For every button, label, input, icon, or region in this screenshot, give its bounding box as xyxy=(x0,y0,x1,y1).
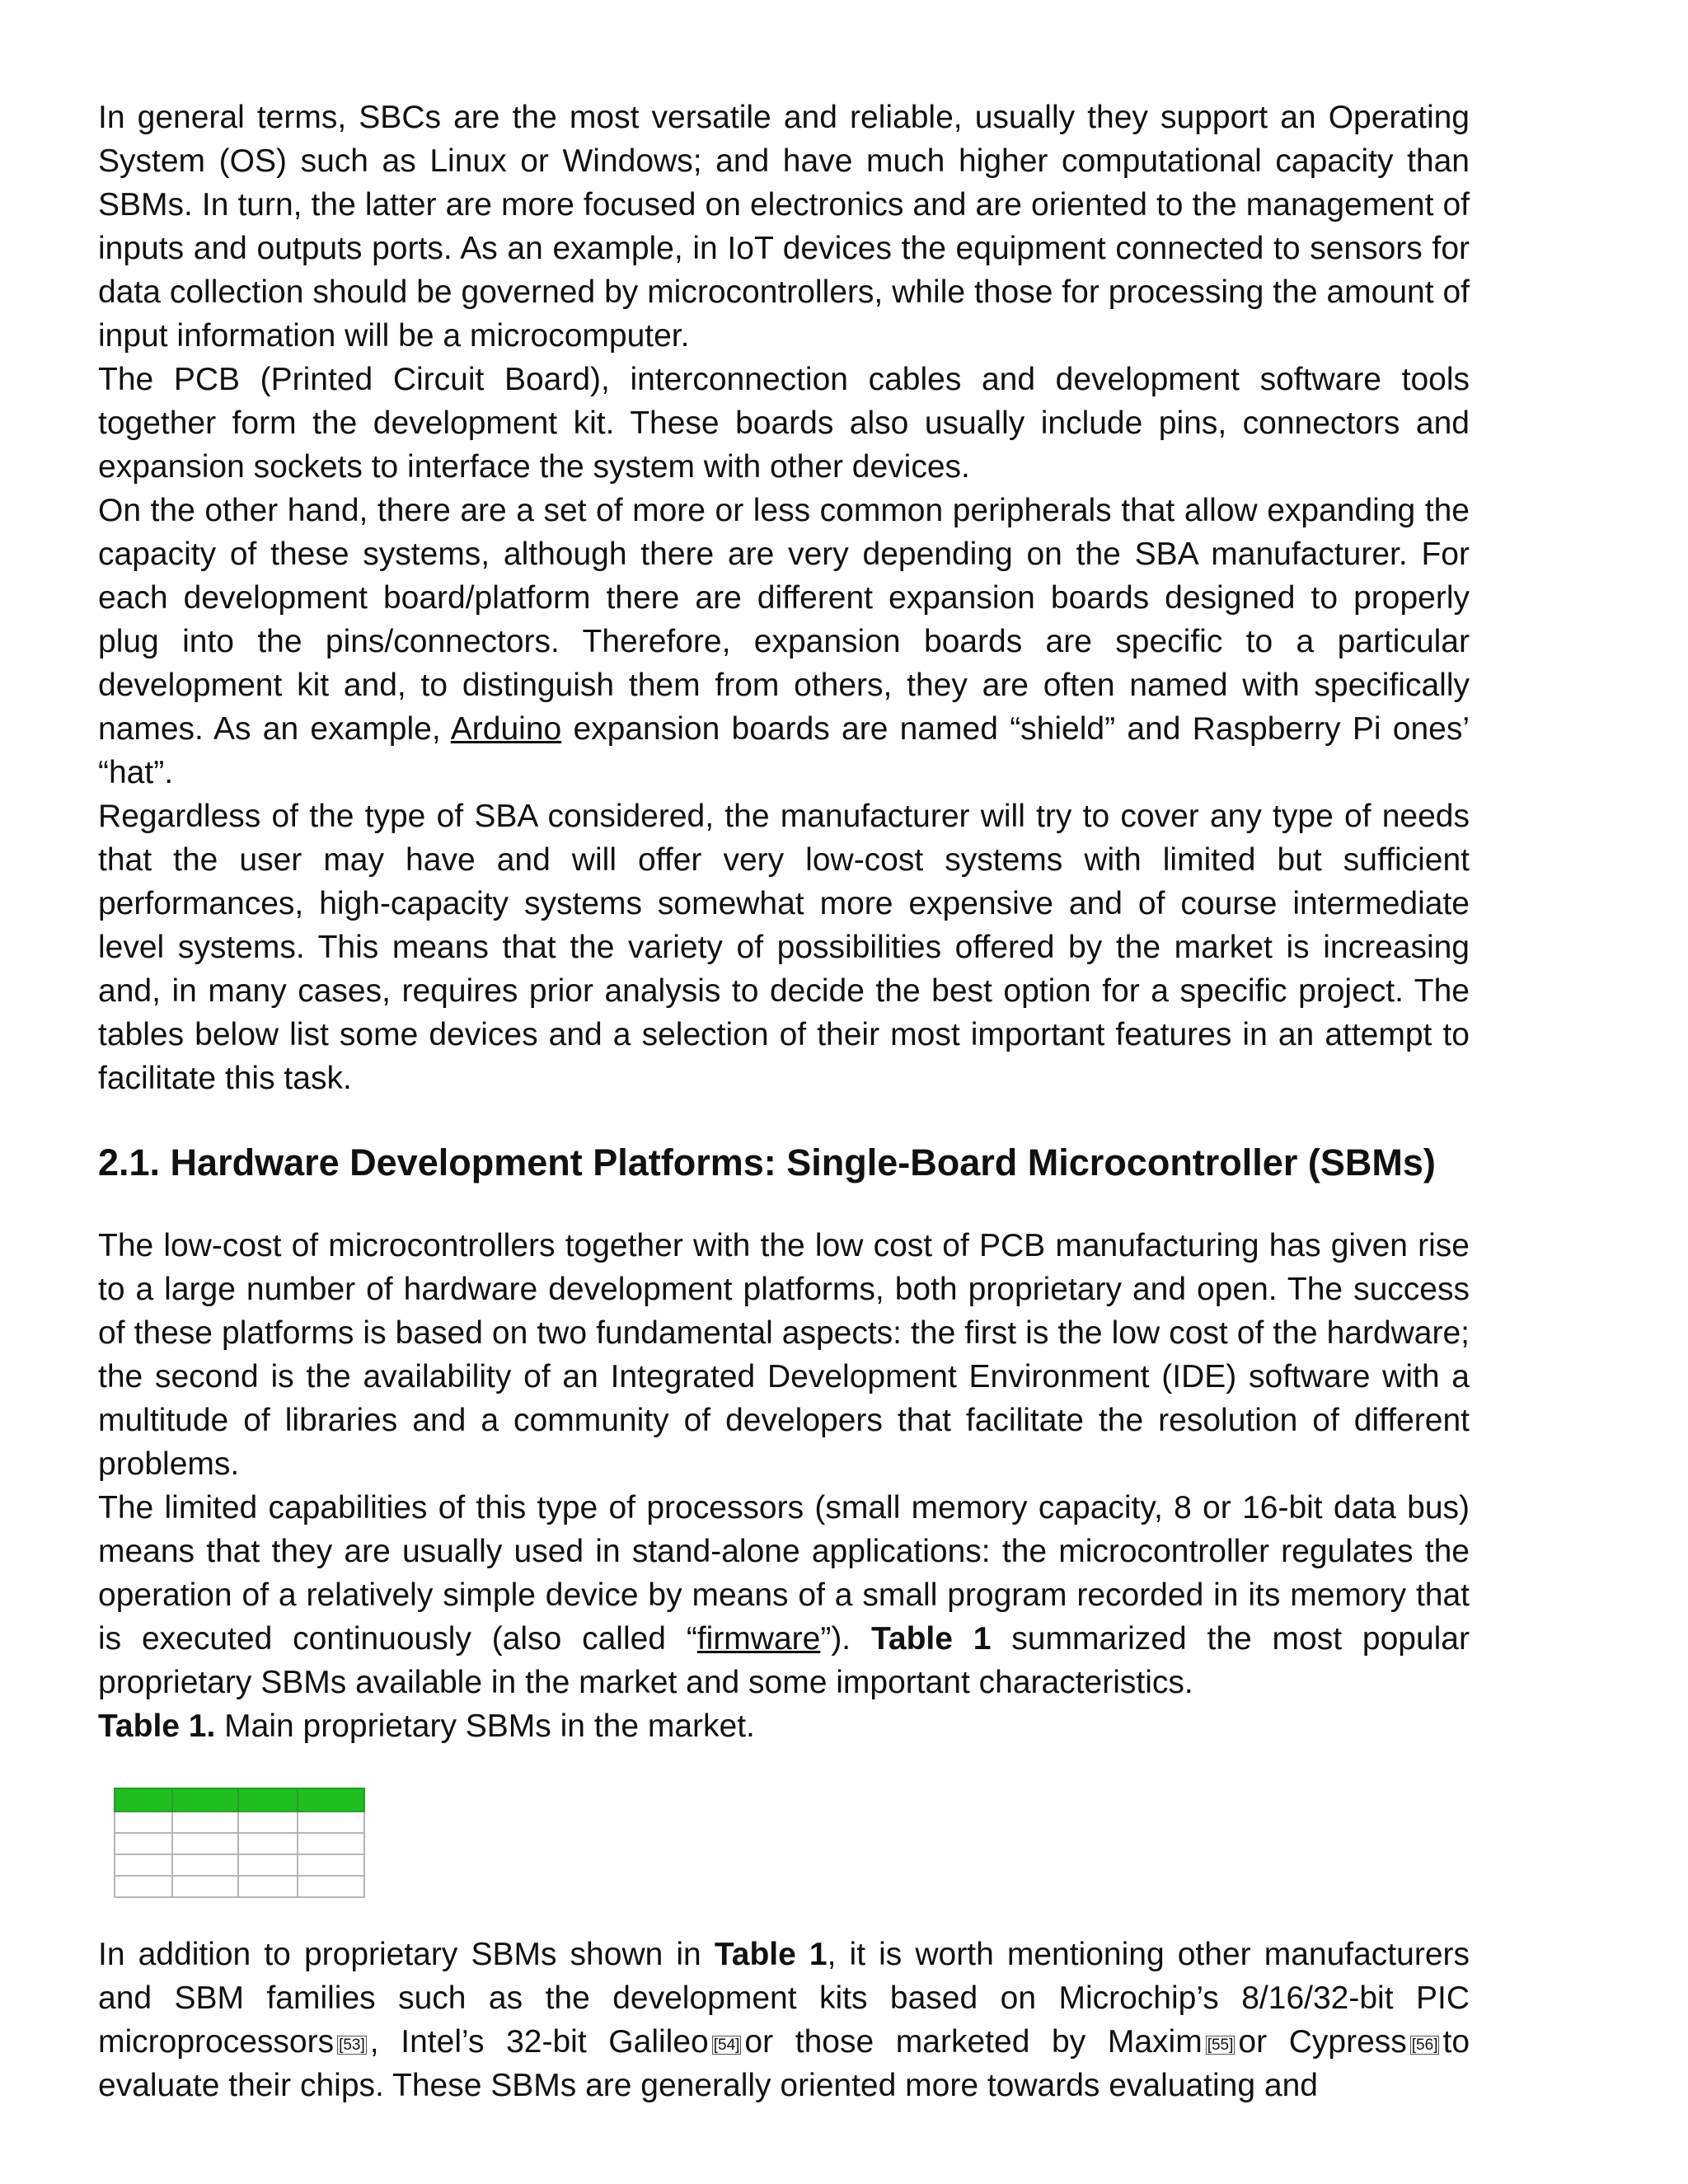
document-page xyxy=(98,96,1470,2107)
table-row xyxy=(115,1854,364,1876)
paragraph-limited-capabilities xyxy=(98,1486,1470,1704)
arduino-link[interactable]: Arduino xyxy=(450,711,562,747)
paragraph-other-manufacturers xyxy=(98,1933,1470,2107)
paragraph-text: On the other hand, there are a set of more or less common peripherals that allow expanding the capacity of these systems, although there are very depending on the SBA manufacturer. For each development board/platform there are different expansion boards designed to properly plug into the pins/connectors. Therefore, expansion boards are specific to a particular development kit and, to distinguish them from others, they are often named with specifically names. As an example, xyxy=(98,493,1470,747)
firmware-link[interactable]: firmware xyxy=(696,1621,821,1657)
paragraph-text: , Intel’s 32-bit Galileo xyxy=(369,2024,709,2060)
table-caption-label: Table 1. xyxy=(98,1708,216,1744)
sbm-table-thumbnail xyxy=(114,1788,365,1898)
table-row xyxy=(115,1833,364,1854)
paragraph-low-cost: The low-cost of microcontrollers together with the low cost of PCB manufacturing has given rise to a large number of hardware development platforms, both proprietary and open. The success of these platforms is based on two fundamental aspects: the first is the low cost of the hardware; the second is the availability of an Integrated Development Environment (IDE) software with a multitude of libraries and a community of developers that facilitate the resolution of different problems. xyxy=(98,1228,1470,1482)
paragraph-text: expansion boards are named “shield” and Raspberry Pi ones’ “hat”. xyxy=(98,711,1470,790)
section-heading: 2.1. Hardware Development Platforms: Single-Board Microcontroller (SBMs) xyxy=(98,1141,1436,1183)
paragraph-text: , it is worth mentioning other manufacturers and SBM families such as the development kits based on Microchip’s 8/16/32-bit PIC microprocessors xyxy=(98,1937,1470,2060)
table-row xyxy=(115,1876,364,1897)
table-placeholder xyxy=(98,1748,1470,1933)
table-reference: Table 1 xyxy=(870,1621,992,1657)
paragraph-sba-variety: Regardless of the type of SBA considered, the manufacturer will try to cover any type of needs that the user may have and will offer very low-cost systems with limited but sufficient performances, high-capacity systems somewhat more expensive and of course intermediate level systems. This means that the variety of possibilities offered by the market is increasing and, in many cases, requires prior analysis to decide the best option for a specific project. The tables below list some devices and a selection of their most important features in an attempt to facilitate this task. xyxy=(98,799,1470,1096)
paragraph-pcb-dev-kit: The PCB (Printed Circuit Board), interconnection cables and development software tools together form the development kit. These boards also usually include pins, connectors and expansion sockets to interface the system with other devices. xyxy=(98,362,1470,485)
paragraph-sbc-vs-sbm: In general terms, SBCs are the most versatile and reliable, usually they support an Operating System (OS) such as Linux or Windows; and have much higher computational capacity than SBMs. In turn, the latter are more focused on electronics and are oriented to the management of inputs and outputs ports. As an example, in IoT devices the equipment connected to sensors for data collection should be governed by microcontrollers, while those for processing the amount of input information will be a microcomputer. xyxy=(98,100,1470,354)
paragraph-text: or Cypress xyxy=(1238,2024,1407,2060)
paragraph-text: In addition to proprietary SBMs shown in xyxy=(98,1937,715,1972)
paragraph-text: The limited capabilities of this type of processors (small memory capacity, 8 or 16-bit data bus) means that they are usually used in stand-alone applications: the microcontroller regulates the operation of a relatively simple device by means of a small program recorded in its memory that is executed continuously (also called “ xyxy=(98,1490,1470,1657)
table-reference: Table 1 xyxy=(714,1937,828,1972)
paragraph-text: to evaluate their chips. These SBMs are generally oriented more towards evaluating and xyxy=(98,2024,1470,2103)
table-header-row xyxy=(115,1788,364,1811)
citation-56[interactable]: [56] xyxy=(1411,2036,1438,2054)
table-caption-text: Main proprietary SBMs in the market. xyxy=(215,1708,755,1744)
citation-54[interactable]: [54] xyxy=(713,2036,740,2054)
paragraph-text: ”). xyxy=(820,1621,871,1657)
citation-53[interactable]: [53] xyxy=(339,2036,365,2054)
table-row xyxy=(115,1811,364,1833)
citation-55[interactable]: [55] xyxy=(1207,2036,1234,2054)
paragraph-text: summarized the most popular proprietary SBMs available in the market and some important characteristics. xyxy=(98,1621,1470,1700)
paragraph-peripherals xyxy=(98,489,1470,794)
table-caption xyxy=(98,1704,1470,1748)
paragraph-text: or those marketed by Maxim xyxy=(744,2024,1203,2060)
